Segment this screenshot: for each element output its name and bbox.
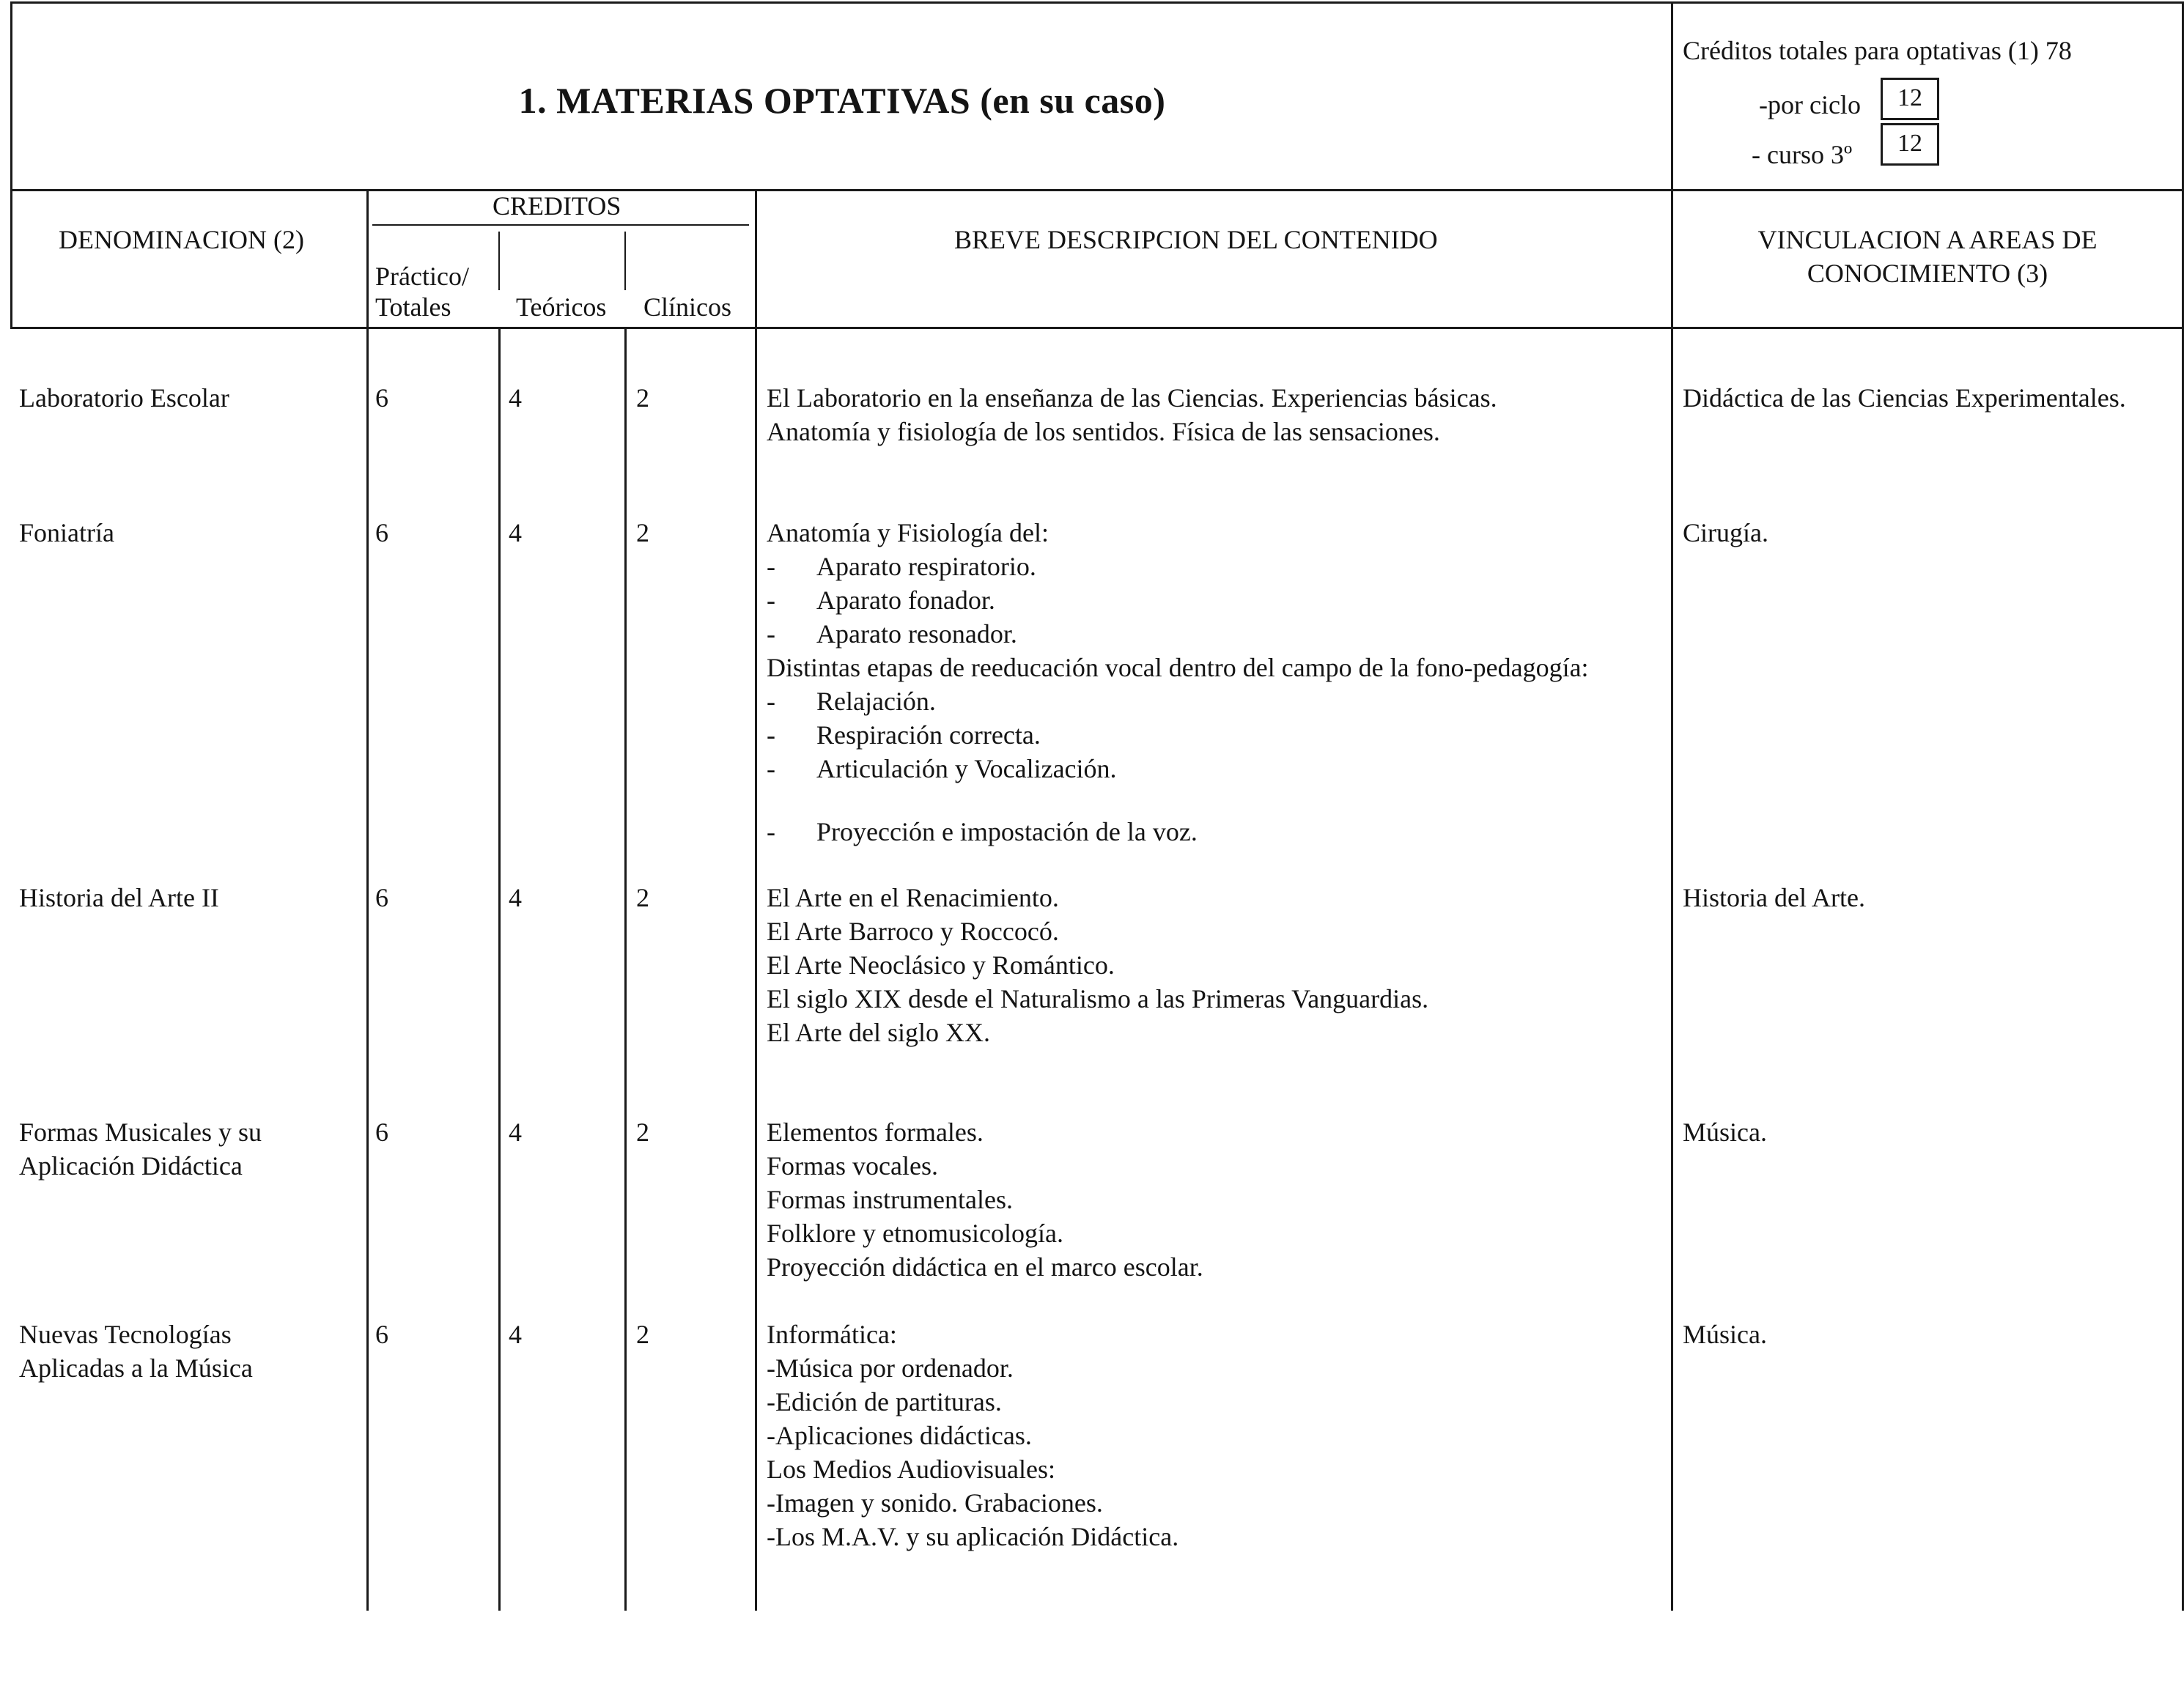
bullet-dash: - xyxy=(767,687,775,716)
curso-value: 12 xyxy=(1881,123,1939,166)
course-name-line: Nuevas Tecnologías xyxy=(19,1320,232,1349)
description-line xyxy=(767,1216,1668,1250)
header-clinicos: Clínicos xyxy=(643,292,732,322)
description-line xyxy=(767,915,1668,948)
credits-clinicos: 2 xyxy=(636,1117,649,1147)
course-description xyxy=(767,1318,1668,1553)
bullet-dash: - xyxy=(767,619,775,649)
credits-clinicos: 2 xyxy=(636,383,649,413)
description-text: El Laboratorio en la enseñanza de las Ciencias. Experiencias básicas. xyxy=(767,383,1497,413)
credits-totales: 6 xyxy=(375,1320,388,1349)
description-line xyxy=(767,1016,1668,1049)
credits-totales: 6 xyxy=(375,1117,388,1147)
description-line xyxy=(767,1318,1668,1351)
credits-clinicos: 2 xyxy=(636,1320,649,1349)
description-text: Aparato fonador. xyxy=(816,585,995,615)
course-description xyxy=(767,1115,1668,1284)
description-line xyxy=(767,1115,1668,1149)
description-text: Aparato respiratorio. xyxy=(816,552,1036,581)
description-line xyxy=(767,1250,1668,1284)
description-line xyxy=(767,1486,1668,1520)
col-divider-totales xyxy=(498,232,500,290)
knowledge-area: Música. xyxy=(1683,1117,1767,1147)
credits-teoricos: 4 xyxy=(509,1320,522,1349)
description-line xyxy=(767,948,1668,982)
description-line xyxy=(767,1419,1668,1452)
knowledge-area: Didáctica de las Ciencias Experimentales. xyxy=(1683,383,2126,413)
description-text: -Los M.A.V. y su aplicación Didáctica. xyxy=(767,1522,1179,1551)
credits-totales: 6 xyxy=(375,518,388,547)
description-line xyxy=(767,617,1668,651)
por-ciclo-label: -por ciclo xyxy=(1759,90,1861,119)
col-divider-clinicos xyxy=(755,189,757,1611)
description-text: Anatomía y fisiología de los sentidos. Física de las sensaciones. xyxy=(767,417,1440,446)
course-description xyxy=(767,516,1668,849)
description-text: Formas instrumentales. xyxy=(767,1185,1013,1214)
description-text: Formas vocales. xyxy=(767,1151,938,1181)
bullet-dash: - xyxy=(767,585,775,615)
col-divider-teoricos-body xyxy=(624,327,627,1611)
description-line xyxy=(767,982,1668,1016)
table-top-border xyxy=(10,1,2184,4)
description-line xyxy=(767,1452,1668,1486)
description-line xyxy=(767,815,1668,849)
credits-totales: 6 xyxy=(375,883,388,912)
header-denominacion: DENOMINACION (2) xyxy=(59,225,304,254)
description-text: -Aplicaciones didácticas. xyxy=(767,1421,1032,1450)
description-text: El Arte Barroco y Roccocó. xyxy=(767,917,1059,946)
credits-teoricos: 4 xyxy=(509,883,522,912)
description-line xyxy=(767,1385,1668,1419)
description-line xyxy=(767,881,1668,915)
page-title: 1. MATERIAS OPTATIVAS (en su caso) xyxy=(518,80,1166,121)
description-text: Proyección didáctica en el marco escolar. xyxy=(767,1252,1203,1282)
course-name-line: Aplicadas a la Música xyxy=(19,1353,253,1383)
course-name-line: Laboratorio Escolar xyxy=(19,383,229,413)
table-left-border xyxy=(10,1,12,327)
header-vinculacion xyxy=(1674,223,2181,290)
header-totales-a: Práctico/ xyxy=(375,262,469,291)
credits-totales: 6 xyxy=(375,383,388,413)
description-text: Los Medios Audiovisuales: xyxy=(767,1455,1055,1484)
col-divider-name xyxy=(366,189,369,1611)
description-line xyxy=(767,752,1668,786)
credits-teoricos: 4 xyxy=(509,1117,522,1147)
description-text: El siglo XIX desde el Naturalismo a las Primeras Vanguardias. xyxy=(767,984,1429,1013)
description-line xyxy=(767,1149,1668,1183)
description-line xyxy=(767,1520,1668,1553)
course-name-line: Formas Musicales y su xyxy=(19,1117,262,1147)
credits-teoricos: 4 xyxy=(509,518,522,547)
course-description xyxy=(767,881,1668,1049)
description-text: Articulación y Vocalización. xyxy=(816,754,1117,783)
course-name-line: Aplicación Didáctica xyxy=(19,1151,243,1181)
bullet-dash: - xyxy=(767,720,775,750)
col-divider-totales-body xyxy=(498,327,501,1611)
description-text: Relajación. xyxy=(816,687,936,716)
course-name-line: Foniatría xyxy=(19,518,114,547)
description-line xyxy=(767,718,1668,752)
course-name xyxy=(19,1115,364,1183)
description-text: Folklore y etnomusicología. xyxy=(767,1219,1063,1248)
description-text: -Edición de partituras. xyxy=(767,1387,1002,1416)
description-line xyxy=(767,1183,1668,1216)
header-vinculacion-line-2: CONOCIMIENTO (3) xyxy=(1807,259,2048,288)
description-text: Distintas etapas de reeducación vocal dentro del campo de la fono-pedagogía: xyxy=(767,653,1589,682)
course-name-line: Historia del Arte II xyxy=(19,883,219,912)
course-name xyxy=(19,516,364,550)
credits-clinicos: 2 xyxy=(636,883,649,912)
col-divider-teoricos xyxy=(624,232,626,290)
bullet-dash: - xyxy=(767,552,775,581)
course-name xyxy=(19,381,364,415)
title-bottom-border xyxy=(10,189,2184,191)
bullet-dash: - xyxy=(767,754,775,783)
description-line xyxy=(767,415,1668,448)
header-vinculacion-line-1: VINCULACION A AREAS DE xyxy=(1757,225,2098,254)
description-text: Anatomía y Fisiología del: xyxy=(767,518,1049,547)
course-name xyxy=(19,881,364,915)
curso-label: - curso 3º xyxy=(1752,140,1853,169)
description-line xyxy=(767,550,1668,583)
credits-clinicos: 2 xyxy=(636,518,649,547)
credits-total-label: Créditos totales para optativas (1) 78 xyxy=(1683,36,2072,65)
header-bottom-border xyxy=(10,327,2184,329)
header-totales-b: Totales xyxy=(375,292,451,322)
description-line xyxy=(767,583,1668,617)
knowledge-area: Cirugía. xyxy=(1683,518,1768,547)
description-line xyxy=(767,516,1668,550)
description-text: Elementos formales. xyxy=(767,1117,984,1147)
description-gap xyxy=(767,786,1668,815)
bullet-dash: - xyxy=(767,817,775,846)
course-description xyxy=(767,381,1668,448)
description-text: -Imagen y sonido. Grabaciones. xyxy=(767,1488,1103,1518)
description-text: El Arte en el Renacimiento. xyxy=(767,883,1059,912)
knowledge-area: Historia del Arte. xyxy=(1683,883,1865,912)
description-text: El Arte del siglo XX. xyxy=(767,1018,990,1047)
description-line xyxy=(767,381,1668,415)
header-teoricos: Teóricos xyxy=(516,292,607,322)
por-ciclo-value: 12 xyxy=(1881,78,1939,120)
header-descripcion: BREVE DESCRIPCION DEL CONTENIDO xyxy=(954,225,1438,254)
creditos-underline xyxy=(372,224,749,226)
description-line xyxy=(767,651,1668,684)
description-text: -Música por ordenador. xyxy=(767,1353,1014,1383)
description-text: Respiración correcta. xyxy=(816,720,1041,750)
description-text: Informática: xyxy=(767,1320,897,1349)
knowledge-area: Música. xyxy=(1683,1320,1767,1349)
description-text: El Arte Neoclásico y Romántico. xyxy=(767,950,1115,980)
course-name xyxy=(19,1318,364,1385)
title-right-divider xyxy=(1671,1,1673,1611)
description-text: Aparato resonador. xyxy=(816,619,1017,649)
credits-teoricos: 4 xyxy=(509,383,522,413)
header-creditos: CREDITOS xyxy=(492,191,621,221)
description-line xyxy=(767,684,1668,718)
description-line xyxy=(767,1351,1668,1385)
description-text: Proyección e impostación de la voz. xyxy=(816,817,1198,846)
